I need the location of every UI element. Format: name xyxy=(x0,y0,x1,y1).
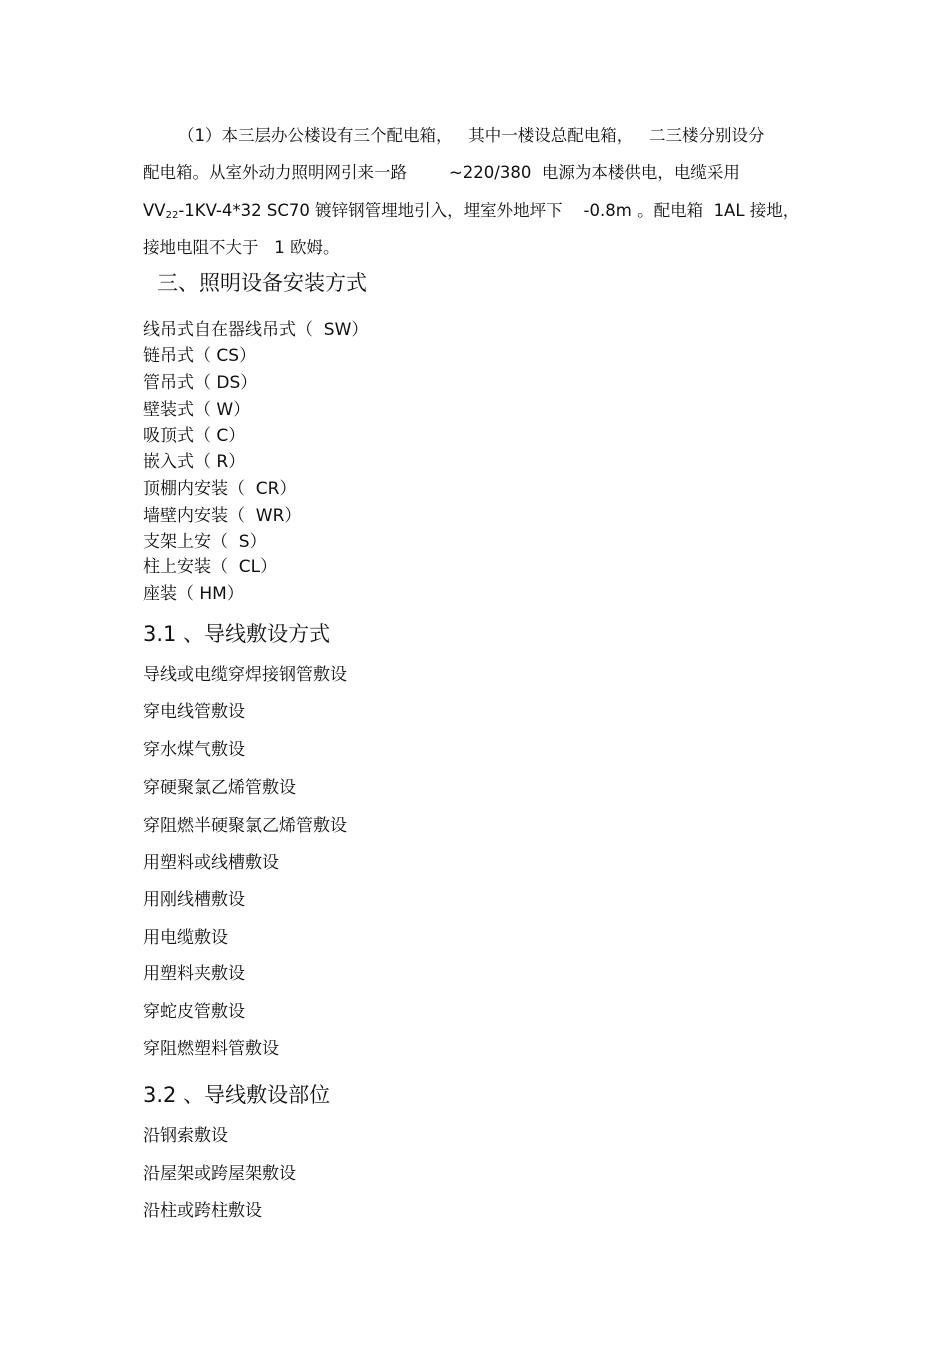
list-item: 沿柱或跨柱敷设 xyxy=(143,1201,262,1221)
list-item: 柱上安装（ CL） xyxy=(143,557,278,577)
intro-line-2: 配电箱。从室外动力照明网引来一路 ~220/380 电源为本楼供电，电缆采用 xyxy=(143,163,740,182)
intro-line-3 xyxy=(143,200,799,225)
list-item: 壁装式（ W） xyxy=(143,400,251,420)
list-item: 用刚线槽敷设 xyxy=(143,890,245,910)
list-item: 穿蛇皮管敷设 xyxy=(143,1002,245,1022)
list-item: 穿水煤气敷设 xyxy=(143,740,245,760)
list-item: 吸顶式（ C） xyxy=(143,426,246,446)
list-item: 墙壁内安装（ WR） xyxy=(143,506,302,526)
intro-line-1: （1）本三层办公楼设有三个配电箱， 其中一楼设总配电箱， 二三楼分别设分 xyxy=(178,126,765,145)
list-item: 穿阻燃塑料管敷设 xyxy=(143,1039,279,1059)
list-item: 支架上安（ S） xyxy=(143,532,267,552)
list-item: 用塑料夹敷设 xyxy=(143,964,245,984)
section-3-1-heading: 3.1 、导线敷设方式 xyxy=(143,622,331,646)
list-item: 线吊式自在器线吊式（ SW） xyxy=(143,320,369,340)
list-item: 用电缆敷设 xyxy=(143,928,228,948)
list-item: 座装（ HM） xyxy=(143,584,244,604)
list-item: 嵌入式（ R） xyxy=(143,452,246,472)
section-3-2-heading: 3.2 、导线敷设部位 xyxy=(143,1083,331,1107)
list-item: 导线或电缆穿焊接钢管敷设 xyxy=(143,665,347,685)
section-3-heading: 三、照明设备安装方式 xyxy=(157,271,367,295)
intro-line-3-text: -1KV-4*32 SC70 镀锌钢管埋地引入，埋室外地坪下 -0.8m 。配电箱 1AL 接地， xyxy=(178,201,800,220)
list-item: 沿钢索敷设 xyxy=(143,1126,228,1146)
list-item: 穿硬聚氯乙烯管敷设 xyxy=(143,778,296,798)
cable-type-prefix: VV xyxy=(143,201,166,220)
cable-type-subscript: 22 xyxy=(165,210,179,221)
list-item: 穿电线管敷设 xyxy=(143,702,245,722)
list-item: 链吊式（ CS） xyxy=(143,346,257,366)
list-item: 管吊式（ DS） xyxy=(143,373,258,393)
list-item: 顶棚内安装（ CR） xyxy=(143,479,297,499)
intro-line-4: 接地电阻不大于 1 欧姆。 xyxy=(143,238,340,257)
list-item: 穿阻燃半硬聚氯乙烯管敷设 xyxy=(143,816,347,836)
list-item: 沿屋架或跨屋架敷设 xyxy=(143,1164,296,1184)
list-item: 用塑料或线槽敷设 xyxy=(143,853,279,873)
